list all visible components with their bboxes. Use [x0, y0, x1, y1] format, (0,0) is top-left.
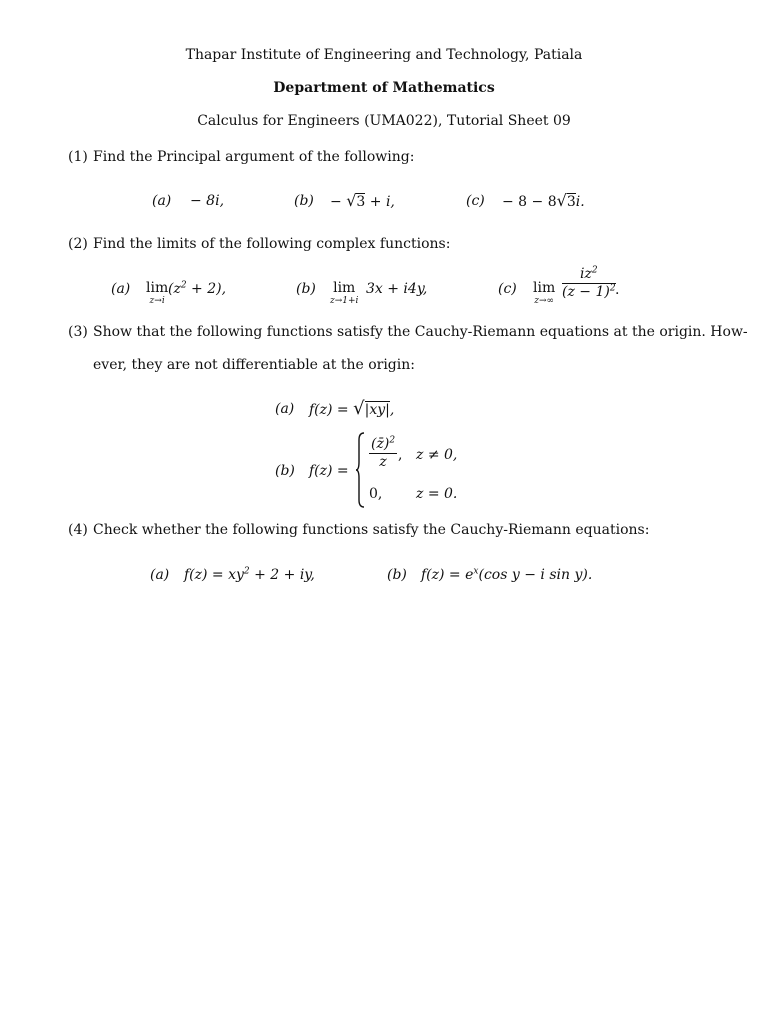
function-a: $f(z) = xy^2 + 2$ + iy,	[184, 566, 315, 583]
function-b: $f(z) = e^x(\cos$ y − i sin y).	[421, 566, 593, 583]
expression-tail: i.	[575, 194, 585, 210]
comma: ,	[389, 402, 395, 418]
period: .	[615, 282, 620, 298]
case-2-condition: z = 0.	[416, 486, 458, 502]
denominator: $(z - 1)^2$	[562, 283, 616, 300]
expr-part: (z	[168, 281, 181, 297]
question-text-line-1: Show that the following functions satisfy the Cauchy-Riemann equations at the origin. How-	[93, 324, 748, 340]
fraction-c	[562, 266, 616, 301]
left-brace	[355, 432, 365, 508]
limit-operator-b	[330, 280, 358, 306]
lim-subscript: z→1+i	[330, 296, 359, 306]
question-text: Find the Principal argument of the following:	[93, 149, 415, 165]
sqrt-symbol: √	[353, 398, 365, 419]
limit-operator-a	[146, 280, 168, 306]
part-label-a: (a)	[275, 401, 295, 417]
numerator: (z̄)$^2$	[371, 435, 396, 452]
function-b-lhs: f(z) =	[309, 463, 349, 479]
lim-subscript: z→i	[149, 296, 165, 306]
numerator: $iz^2$	[562, 266, 616, 284]
sqrt-symbol: √	[346, 191, 357, 210]
institute-name: Thapar Institute of Engineering and Technology, Patiala	[185, 47, 583, 63]
department-title: Department of Mathematics	[273, 80, 495, 96]
minus-sign: −	[330, 194, 342, 210]
exponent: 2	[180, 280, 187, 291]
case-1-condition: z ≠ 0,	[416, 447, 458, 463]
question-number: (1)	[68, 149, 88, 165]
case-1-fraction	[369, 436, 397, 471]
expr-part: + 2),	[186, 281, 227, 297]
limit-operator-c	[533, 280, 555, 306]
case-2-value: 0,	[369, 486, 383, 502]
lim-subscript: z→∞	[534, 296, 554, 306]
question-number: (4)	[68, 522, 88, 538]
case-1-comma: ,	[398, 447, 403, 463]
limit-expression-b: 3x + i4y,	[366, 281, 428, 297]
expression-c	[502, 192, 585, 211]
lim-text: lim	[333, 280, 356, 296]
part-label-b: (b)	[296, 281, 316, 297]
expression-head: − 8 − 8	[502, 194, 557, 210]
sqrt-symbol: √	[556, 191, 567, 210]
lim-text: lim	[533, 280, 556, 296]
expression-tail: + i,	[369, 194, 395, 210]
part-label-b: (b)	[387, 567, 407, 583]
expression-b	[330, 192, 395, 211]
function-a	[309, 400, 394, 419]
denominator: z	[379, 454, 387, 470]
course-title: Calculus for Engineers (UMA022), Tutorial Sheet 09	[197, 113, 571, 129]
part-label-c: (c)	[466, 193, 485, 209]
sqrt-radicand: 3	[566, 194, 576, 210]
question-text: Check whether the following functions satisfy the Cauchy-Riemann equations:	[93, 522, 650, 538]
question-number: (3)	[68, 324, 88, 340]
part-label-a: (a)	[152, 193, 172, 209]
part-label-c: (c)	[498, 281, 517, 297]
part-label-b: (b)	[294, 193, 314, 209]
part-label-a: (a)	[150, 567, 170, 583]
part-label-b: (b)	[275, 463, 295, 479]
function-lhs: f(z) =	[309, 402, 349, 418]
sqrt-radicand: 3	[356, 194, 366, 210]
part-label-a: (a)	[111, 281, 131, 297]
question-number: (2)	[68, 236, 88, 252]
question-text: Find the limits of the following complex functions:	[93, 236, 451, 252]
limit-expression-a	[168, 280, 226, 298]
question-text-line-2: ever, they are not differentiable at the origin:	[93, 357, 415, 373]
expression-a: − 8i,	[190, 193, 225, 209]
lim-text: lim	[146, 280, 169, 296]
sqrt-radicand: |xy|	[364, 402, 390, 418]
